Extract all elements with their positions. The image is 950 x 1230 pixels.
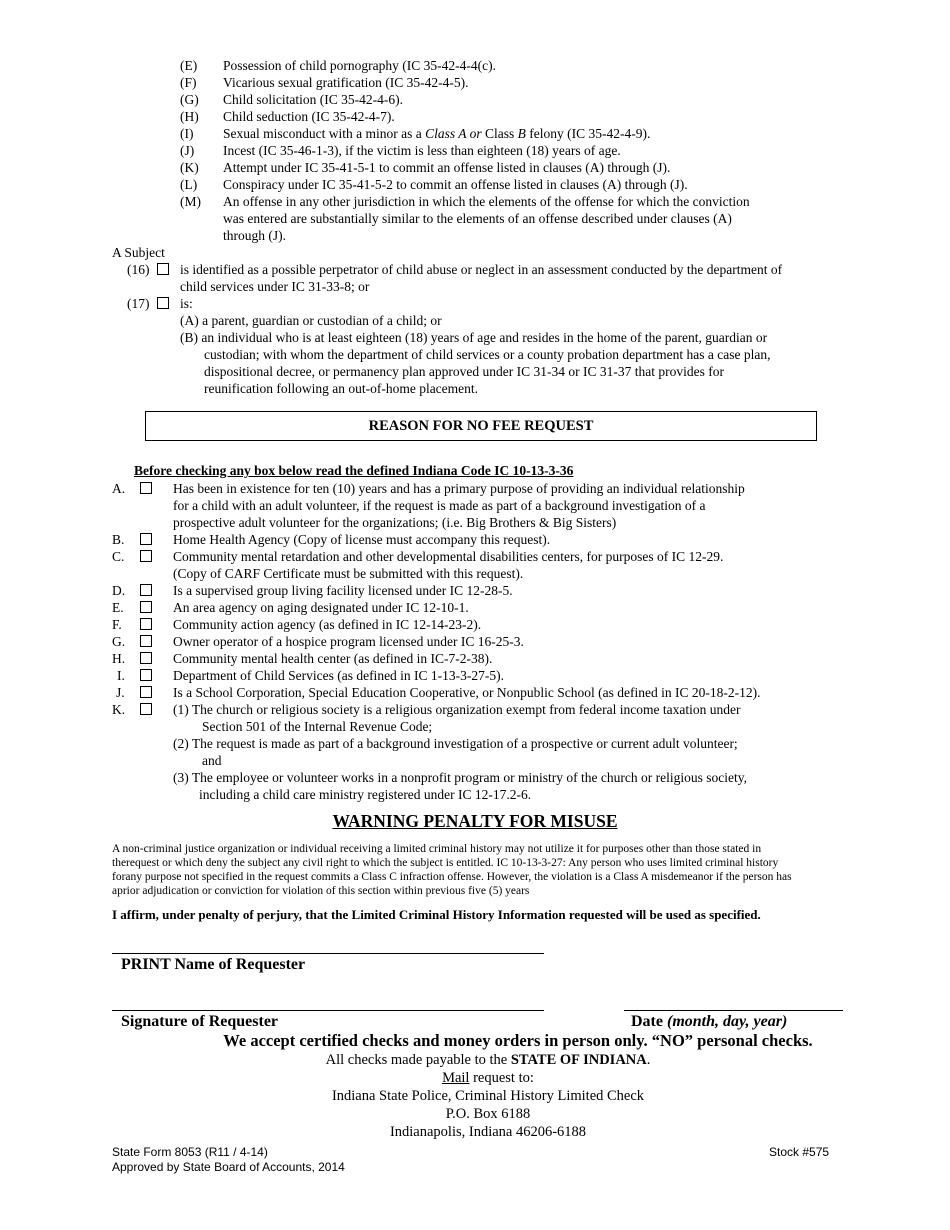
reason-text: for a child with an adult volunteer, if the request is made as part of a background investigation of a [173, 498, 706, 513]
before-checking-note: Before checking any box below read the defined Indiana Code IC 10-13-3-36 [134, 463, 574, 478]
reason-label: B. [112, 532, 125, 547]
offense-text: Possession of child pornography (IC 35-42-4-4(c). [223, 58, 496, 73]
warning-line: forany purpose not specified in the request commits a Class C infraction offense. However, the violation is a Class A misdemeanor if the person has [112, 871, 792, 883]
offense-text: Vicarious sexual gratification (IC 35-42-4-5). [223, 75, 469, 90]
warning-title: WARNING PENALTY FOR MISUSE [332, 811, 618, 831]
reason-label: A. [112, 481, 126, 496]
item-16-text: child services under IC 31-33-8; or [180, 279, 370, 294]
offense-text: Incest (IC 35-46-1-3), if the victim is less than eighteen (18) years of age. [223, 143, 621, 158]
reason-a-checkbox[interactable] [140, 482, 152, 494]
item-17-b: custodian; with whom the department of child services or a county probation department has a case plan, [204, 347, 771, 362]
offense-label: (J) [180, 143, 195, 158]
item-17-b: reunification following an out-of-home placement. [204, 381, 479, 396]
item-17-text: is: [180, 296, 193, 311]
offense-label: (F) [180, 75, 197, 90]
reason-text: (3) The employee or volunteer works in a nonprofit program or ministry of the church or religious society, [173, 770, 747, 785]
address-line: Indianapolis, Indiana 46206-6188 [389, 1124, 587, 1140]
date-label: Date (month, day, year) [631, 1013, 788, 1030]
reason-text: prospective adult volunteer for the organizations; (i.e. Big Brothers & Big Sisters) [173, 515, 617, 530]
reason-e-checkbox[interactable] [140, 601, 152, 613]
address-line: P.O. Box 6188 [445, 1106, 531, 1122]
offense-label: (M) [180, 194, 201, 209]
item-17-label: (17) [127, 296, 150, 311]
item-17-checkbox[interactable] [157, 297, 169, 309]
offense-label: (L) [180, 177, 198, 192]
reason-label: H. [112, 651, 126, 666]
reason-label: E. [112, 600, 124, 615]
reason-j-checkbox[interactable] [140, 686, 152, 698]
reason-text: Section 501 of the Internal Revenue Code; [202, 719, 433, 734]
checks-payable: All checks made payable to the STATE OF INDIANA. [325, 1052, 651, 1068]
reason-text: Has been in existence for ten (10) years and has a primary purpose of providing an individual relationship [173, 481, 745, 496]
date-line[interactable] [624, 1010, 843, 1011]
reason-text: including a child care ministry registered under IC 12-17.2-6. [199, 787, 532, 802]
warning-line: aprior adjudication or conviction for violation of this section within previous five (5) years [112, 885, 530, 897]
reason-text: Is a School Corporation, Special Education Cooperative, or Nonpublic School (as defined in IC 20-18-2-12). [173, 685, 761, 700]
reason-label: J. [116, 685, 125, 700]
warning-line: therequest or which deny the subject any civil right to which the subject is entitled. IC 10-13-3-27: Any person who uses limited criminal history [112, 857, 779, 869]
reason-text: Department of Child Services (as defined in IC 1-13-3-27-5). [173, 668, 505, 683]
offense-text: An offense in any other jurisdiction in which the elements of the offense for which the conviction [223, 194, 750, 209]
reason-text: Is a supervised group living facility licensed under IC 12-28-5. [173, 583, 513, 598]
subject-heading: A Subject [112, 245, 165, 260]
offense-label: (G) [180, 92, 199, 107]
warning-line: A non-criminal justice organization or individual receiving a limited criminal history may not utilize it for purposes other than those stated in [112, 843, 762, 855]
form-number: State Form 8053 (R11 / 4-14) [112, 1145, 268, 1159]
offense-text: Child seduction (IC 35-42-4-7). [223, 109, 395, 124]
offense-label: (E) [180, 58, 198, 73]
item-17-b: (B) an individual who is at least eighteen (18) years of age and resides in the home of the parent, guardian or [180, 330, 768, 345]
reason-text: Home Health Agency (Copy of license must accompany this request). [173, 532, 551, 547]
item-16-label: (16) [127, 262, 150, 277]
offense-text: Attempt under IC 35-41-5-1 to commit an offense listed in clauses (A) through (J). [223, 160, 671, 175]
offense-label: (I) [180, 126, 194, 141]
print-name-label: PRINT Name of Requester [121, 956, 306, 973]
item-17-a: (A) a parent, guardian or custodian of a child; or [180, 313, 442, 328]
reason-text: Community action agency (as defined in IC 12-14-23-2). [173, 617, 482, 632]
reason-text: Owner operator of a hospice program licensed under IC 16-25-3. [173, 634, 524, 649]
reason-text: (2) The request is made as part of a background investigation of a prospective or current adult volunteer; [173, 736, 738, 751]
reason-c-checkbox[interactable] [140, 550, 152, 562]
reason-header: REASON FOR NO FEE REQUEST [145, 411, 817, 441]
item-17-b: dispositional decree, or permanency plan approved under IC 31-34 or IC 31-37 that provides for [204, 364, 724, 379]
warning-title-wrap [0, 810, 950, 832]
approved-by: Approved by State Board of Accounts, 2014 [112, 1160, 345, 1174]
reason-h-checkbox[interactable] [140, 652, 152, 664]
offense-text: Child solicitation (IC 35-42-4-6). [223, 92, 403, 107]
reason-text: (1) The church or religious society is a religious organization exempt from federal income taxation under [173, 702, 741, 717]
reason-d-checkbox[interactable] [140, 584, 152, 596]
stock-number: Stock #575 [769, 1145, 830, 1159]
reason-text: Community mental health center (as defined in IC-7-2-38). [173, 651, 493, 666]
reason-label: C. [112, 549, 125, 564]
reason-label: D. [112, 583, 126, 598]
reason-label: F. [112, 617, 122, 632]
reason-f-checkbox[interactable] [140, 618, 152, 630]
offense-text: Conspiracy under IC 35-41-5-2 to commit an offense listed in clauses (A) through (J). [223, 177, 688, 192]
item-16-text: is identified as a possible perpetrator of child abuse or neglect in an assessment conducted by the department of [180, 262, 783, 277]
print-name-line[interactable] [112, 953, 544, 954]
affirm-statement: I affirm, under penalty of perjury, that the Limited Criminal History Information requested will be used as specified. [112, 907, 761, 922]
reason-text: Community mental retardation and other developmental disabilities centers, for purposes of IC 12-29. [173, 549, 724, 564]
offense-text: Sexual misconduct with a minor as a Class A or Class B felony (IC 35-42-4-9). [223, 126, 651, 141]
reason-label: K. [112, 702, 126, 717]
address-line: Indiana State Police, Criminal History Limited Check [331, 1088, 645, 1104]
offense-text: was entered are substantially similar to the elements of an offense described under clauses (A) [223, 211, 732, 226]
reason-b-checkbox[interactable] [140, 533, 152, 545]
reason-g-checkbox[interactable] [140, 635, 152, 647]
reason-text: An area agency on aging designated under IC 12-10-1. [173, 600, 469, 615]
signature-label: Signature of Requester [121, 1013, 279, 1030]
offense-text: through (J). [223, 228, 286, 243]
item-16-checkbox[interactable] [157, 263, 169, 275]
reason-k-checkbox[interactable] [140, 703, 152, 715]
offense-label: (K) [180, 160, 199, 175]
mail-instruction: Mail request to: [442, 1070, 534, 1086]
reason-label: I. [117, 668, 125, 683]
reason-i-checkbox[interactable] [140, 669, 152, 681]
reason-text: and [202, 753, 222, 768]
reason-text: (Copy of CARF Certificate must be submitted with this request). [173, 566, 524, 581]
signature-line[interactable] [112, 1010, 544, 1011]
reason-label: G. [112, 634, 126, 649]
offense-label: (H) [180, 109, 199, 124]
payment-notice: We accept certified checks and money orders in person only. “NO” personal checks. [223, 1031, 813, 1050]
